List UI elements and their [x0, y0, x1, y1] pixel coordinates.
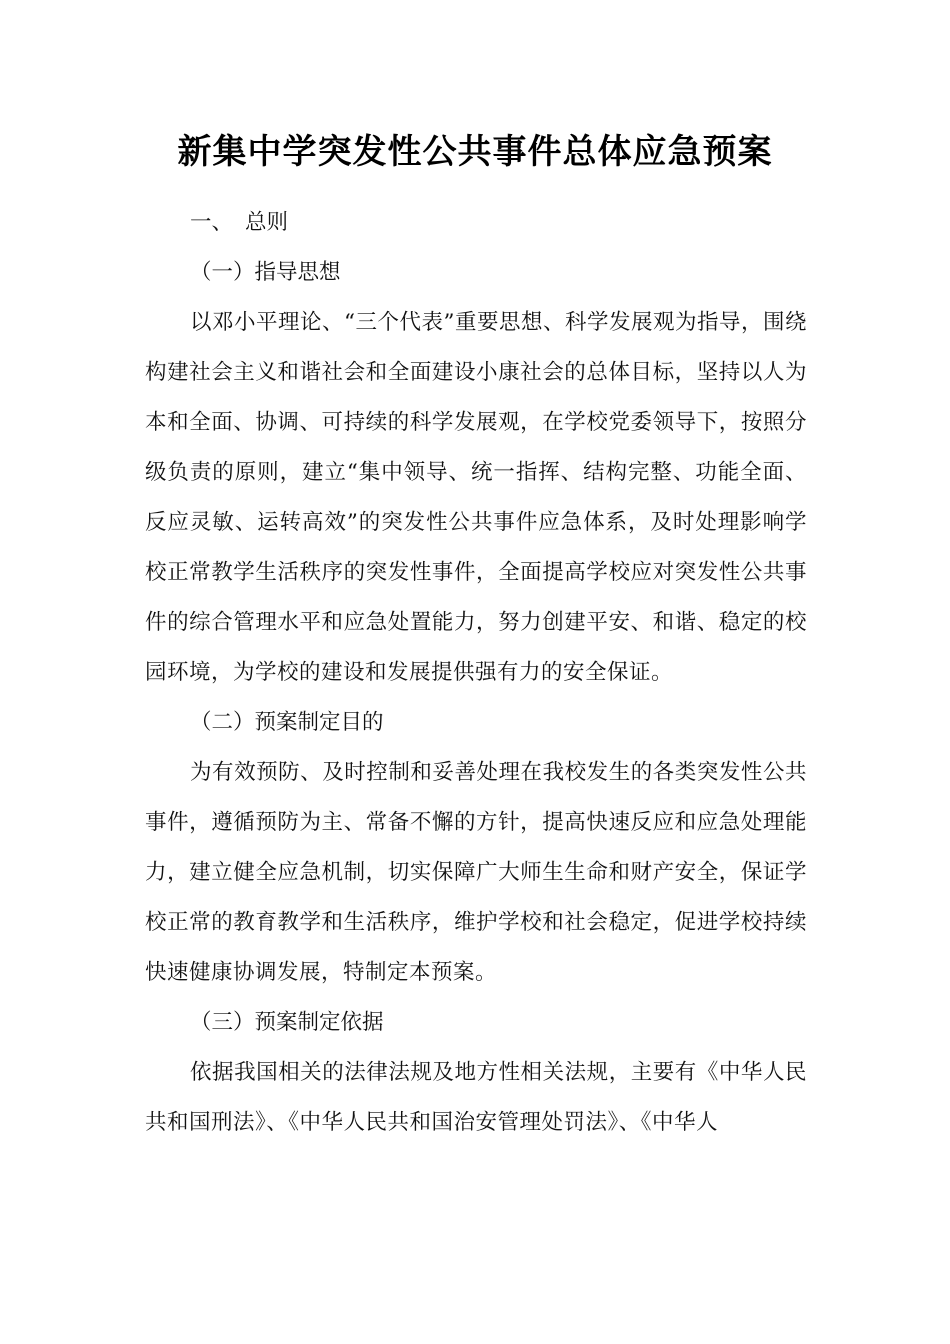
- paragraph-basis: 依据我国相关的法律法规及地方性相关法规，主要有《中华人民共和国刑法》、《中华人民共和国治安管理处罚法》、《中华人: [145, 1060, 807, 1135]
- section-heading-general: [145, 198, 807, 248]
- subsection-heading-basis: （三）预案制定依据: [190, 1010, 384, 1035]
- section-number: 一、: [190, 210, 234, 235]
- paragraph-purpose: 为有效预防、及时控制和妥善处理在我校发生的各类突发性公共事件，遵循预防为主、常备不懈的方针，提高快速反应和应急处理能力，建立健全应急机制，切实保障广大师生生命和财产安全，保证学校正常的教育教学和生活秩序，维护学校和社会稳定，促进学校持续快速健康协调发展，特制定本预案。: [145, 760, 807, 985]
- paragraph-guiding-ideology: 以邓小平理论、“三个代表”重要思想、科学发展观为指导，围绕构建社会主义和谐社会和全面建设小康社会的总体目标，坚持以人为本和全面、协调、可持续的科学发展观，在学校党委领导下，按照分级负责的原则，建立“集中领导、统一指挥、结构完整、功能全面、反应灵敏、运转高效”的突发性公共事件应急体系，及时处理影响学校正常教学生活秩序的突发性事件，全面提高学校应对突发性公共事件的综合管理水平和应急处置能力，努力创建平安、和谐、稳定的校园环境，为学校的建设和发展提供强有力的安全保证。: [145, 310, 807, 685]
- subsection-heading-guiding-ideology: （一）指导思想: [190, 260, 341, 285]
- document-title: 新集中学突发性公共事件总体应急预案: [177, 132, 773, 172]
- document-body: [145, 198, 807, 1148]
- subsection-heading-purpose: （二）预案制定目的: [190, 710, 384, 735]
- section-title: 总则: [245, 210, 289, 235]
